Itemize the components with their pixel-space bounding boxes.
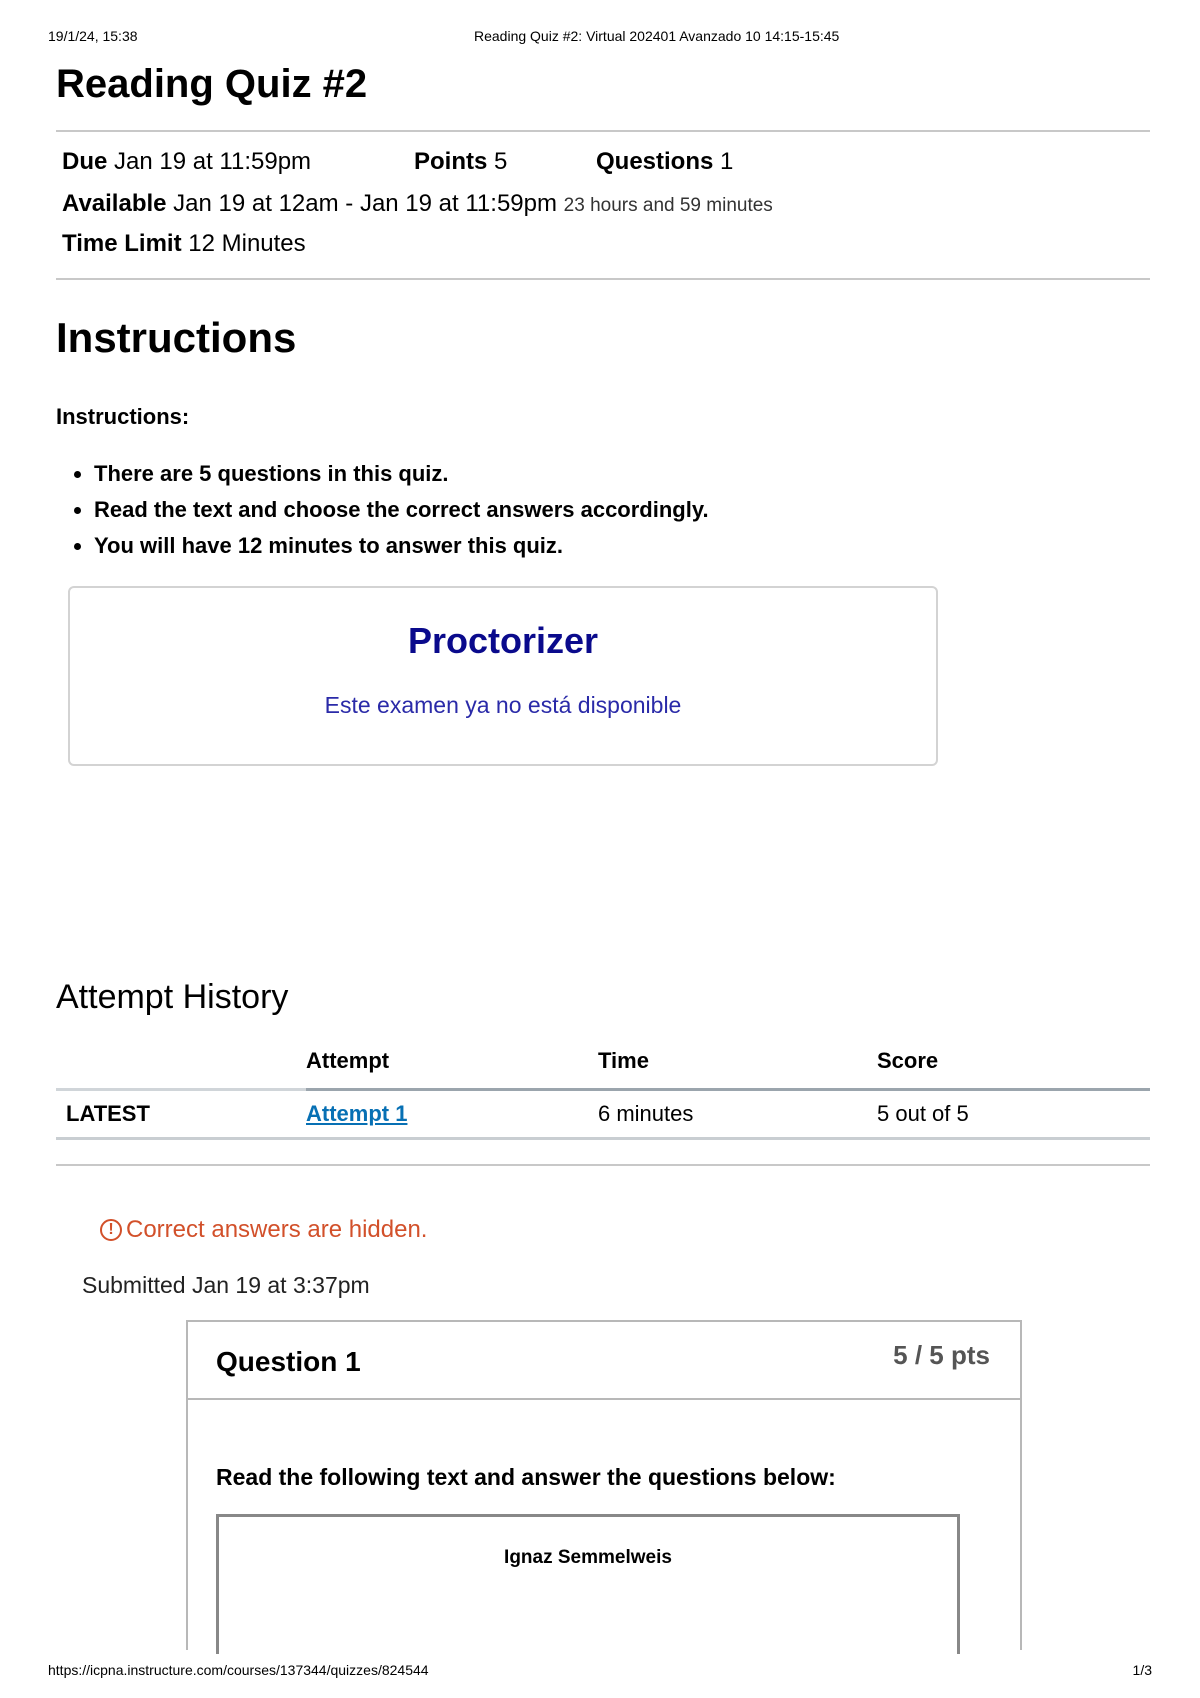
questions-value: 1: [720, 148, 734, 175]
attempt-score: 5 out of 5: [877, 1090, 1150, 1139]
attempt-time: 6 minutes: [598, 1090, 877, 1139]
instructions-heading: Instructions: [56, 314, 297, 361]
answers-hidden-text: Correct answers are hidden.: [126, 1216, 428, 1243]
column-header-time: Time: [598, 1040, 877, 1090]
points-value: 5: [494, 148, 508, 175]
time-limit-info: [62, 230, 306, 258]
instruction-item: • There are 5 questions in this quiz.: [94, 460, 709, 496]
table-header-row: [56, 1040, 1150, 1090]
instruction-item: • Read the text and choose the correct answers accordingly.: [94, 496, 709, 532]
question-points: 5 / 5 pts: [893, 1340, 990, 1370]
column-header-score: Score: [877, 1040, 1150, 1090]
print-header: [0, 28, 1200, 48]
available-label: Available: [62, 190, 167, 217]
divider: [56, 1164, 1150, 1166]
proctorizer-title: Proctorizer: [407, 620, 599, 661]
available-info: [62, 190, 773, 218]
due-value: Jan 19 at 11:59pm: [114, 148, 312, 175]
page-number: 1/3: [1132, 1662, 1152, 1678]
attempt-history-table: [56, 1040, 1150, 1140]
reading-passage: [216, 1514, 960, 1654]
time-limit-label: Time Limit: [62, 230, 182, 257]
latest-badge: LATEST: [56, 1090, 306, 1139]
page-title: Reading Quiz #2: [56, 62, 368, 106]
divider: [56, 130, 1150, 132]
question-card: [186, 1320, 1022, 1650]
submitted-timestamp: Submitted Jan 19 at 3:37pm: [82, 1272, 370, 1298]
column-header-label: [56, 1040, 306, 1090]
attempt-link[interactable]: Attempt 1: [306, 1101, 408, 1126]
points-info: [414, 148, 507, 176]
proctorizer-panel: [68, 586, 938, 766]
time-limit-value: 12 Minutes: [188, 230, 306, 257]
divider: [56, 278, 1150, 280]
due-label: Due: [62, 148, 108, 175]
column-header-attempt: Attempt: [306, 1040, 598, 1090]
question-header: [188, 1322, 1020, 1400]
available-duration: 23 hours and 59 minutes: [563, 195, 773, 216]
questions-info: [596, 148, 733, 176]
table-row: [56, 1090, 1150, 1139]
instructions-label: Instructions:: [56, 404, 190, 429]
attempt-history-title: Attempt History: [56, 978, 289, 1016]
due-info: [62, 148, 311, 176]
answers-hidden-notice: [100, 1216, 427, 1244]
instruction-item: • You will have 12 minutes to answer this quiz.: [94, 532, 709, 568]
question-prompt: Read the following text and answer the questions below:: [216, 1464, 836, 1490]
proctorizer-message: Este examen ya no está disponible: [324, 692, 682, 718]
question-title: Question 1: [216, 1346, 361, 1377]
passage-title: Ignaz Semmelweis: [504, 1547, 672, 1568]
questions-label: Questions: [596, 148, 714, 175]
points-label: Points: [414, 148, 488, 175]
available-value: Jan 19 at 12am - Jan 19 at 11:59pm: [173, 190, 557, 217]
print-url: https://icpna.instructure.com/courses/137344/quizzes/824544: [48, 1662, 429, 1678]
print-doc-title: Reading Quiz #2: Virtual 202401 Avanzado 10 14:15-15:45: [474, 28, 840, 44]
print-date: 19/1/24, 15:38: [48, 28, 138, 44]
warning-circle-icon: !: [100, 1219, 122, 1241]
instructions-list: [56, 460, 709, 568]
